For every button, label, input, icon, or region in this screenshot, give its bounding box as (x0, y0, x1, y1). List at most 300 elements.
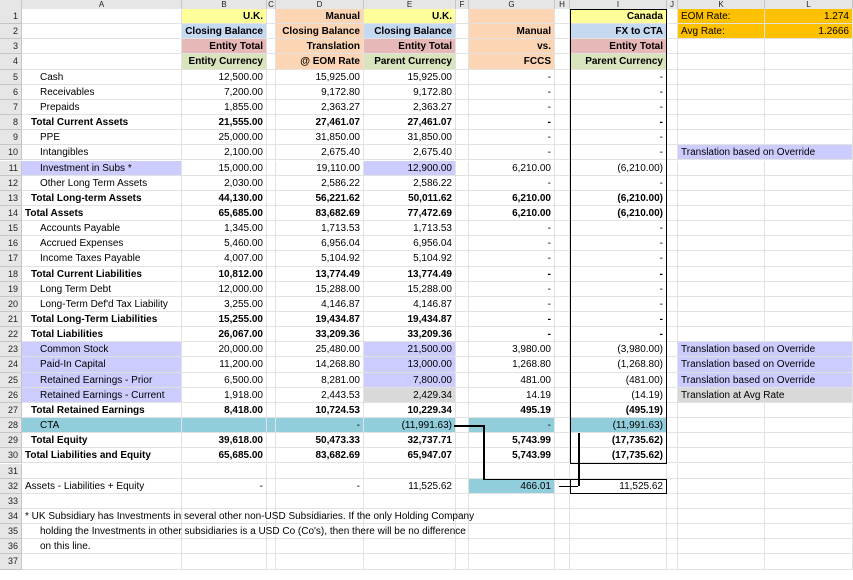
cell-i3[interactable]: Entity Total (570, 39, 667, 54)
cell-a26[interactable]: Retained Earnings - Current (22, 388, 182, 403)
grid-cell[interactable] (678, 418, 765, 433)
column-header-a[interactable]: A (22, 0, 182, 9)
grid-cell[interactable] (456, 297, 469, 312)
cell-d28[interactable]: - (276, 418, 364, 433)
grid-cell[interactable] (765, 236, 853, 251)
grid-cell[interactable] (267, 176, 276, 191)
cell-d17[interactable]: 5,104.92 (276, 251, 364, 266)
row-header[interactable]: 26 (0, 388, 22, 403)
grid-cell[interactable] (267, 479, 276, 494)
grid-cell[interactable] (456, 554, 469, 569)
cell-g26[interactable]: 14.19 (469, 388, 555, 403)
grid-cell[interactable] (765, 176, 853, 191)
grid-cell[interactable] (456, 282, 469, 297)
row-header[interactable]: 31 (0, 464, 22, 479)
cell-g27[interactable]: 495.19 (469, 403, 555, 418)
grid-cell[interactable] (456, 267, 469, 282)
grid-cell[interactable] (267, 70, 276, 85)
column-header-e[interactable]: E (364, 0, 456, 9)
cell-e15[interactable]: 1,713.53 (364, 221, 456, 236)
grid-cell[interactable] (555, 494, 570, 509)
grid-cell[interactable] (667, 388, 678, 403)
cell-b10[interactable]: 2,100.00 (182, 145, 267, 160)
grid-cell[interactable] (678, 312, 765, 327)
grid-cell[interactable] (678, 191, 765, 206)
grid-cell[interactable] (678, 433, 765, 448)
select-all-corner[interactable] (0, 0, 22, 9)
grid-cell[interactable] (765, 312, 853, 327)
grid-cell[interactable] (678, 176, 765, 191)
grid-cell[interactable] (456, 327, 469, 342)
grid-cell[interactable] (267, 251, 276, 266)
cell-e12[interactable]: 2,586.22 (364, 176, 456, 191)
grid-cell[interactable] (555, 39, 570, 54)
grid-cell[interactable] (456, 342, 469, 357)
cell-a16[interactable]: Accrued Expenses (22, 236, 182, 251)
cell-a13[interactable]: Total Long-term Assets (22, 191, 182, 206)
row-header[interactable]: 4 (0, 54, 22, 69)
cell-e32[interactable]: 11,525.62 (364, 479, 456, 494)
grid-cell[interactable] (182, 554, 267, 569)
cell-b29[interactable]: 39,618.00 (182, 433, 267, 448)
cell-d14[interactable]: 83,682.69 (276, 206, 364, 221)
grid-cell[interactable] (456, 388, 469, 403)
grid-cell[interactable] (456, 70, 469, 85)
cell-e9[interactable]: 31,850.00 (364, 130, 456, 145)
grid-cell[interactable] (267, 39, 276, 54)
grid-cell[interactable] (456, 357, 469, 372)
cell-i8[interactable]: - (570, 115, 667, 130)
cell-b30[interactable]: 65,685.00 (182, 448, 267, 463)
grid-cell[interactable] (267, 85, 276, 100)
cell-g19[interactable]: - (469, 282, 555, 297)
grid-cell[interactable] (678, 221, 765, 236)
grid-cell[interactable] (456, 191, 469, 206)
grid-cell[interactable] (555, 206, 570, 221)
cell-g2[interactable]: Manual (469, 24, 555, 39)
cell-b18[interactable]: 10,812.00 (182, 267, 267, 282)
cell-i14[interactable]: (6,210.00) (570, 206, 667, 221)
cell-i18[interactable]: - (570, 267, 667, 282)
grid-cell[interactable] (555, 433, 570, 448)
grid-cell[interactable] (667, 161, 678, 176)
cell-g15[interactable]: - (469, 221, 555, 236)
cell-b12[interactable]: 2,030.00 (182, 176, 267, 191)
cell-b31[interactable] (182, 464, 267, 479)
row-header[interactable]: 3 (0, 39, 22, 54)
cell-d30[interactable]: 83,682.69 (276, 448, 364, 463)
grid-cell[interactable] (267, 403, 276, 418)
grid-cell[interactable] (678, 267, 765, 282)
grid-cell[interactable] (678, 403, 765, 418)
grid-cell[interactable] (667, 221, 678, 236)
grid-cell[interactable] (456, 464, 469, 479)
cell-a10[interactable]: Intangibles (22, 145, 182, 160)
cell-b5[interactable]: 12,500.00 (182, 70, 267, 85)
cell-d9[interactable]: 31,850.00 (276, 130, 364, 145)
cell-i9[interactable]: - (570, 130, 667, 145)
grid-cell[interactable] (267, 221, 276, 236)
cell-k25[interactable]: Translation based on Override (678, 373, 853, 388)
cell-g24[interactable]: 1,268.80 (469, 357, 555, 372)
row-header[interactable]: 15 (0, 221, 22, 236)
cell-k1[interactable]: EOM Rate: (678, 9, 765, 24)
cell-i4[interactable]: Parent Currency (570, 54, 667, 69)
cell-i16[interactable]: - (570, 236, 667, 251)
cell-e31[interactable] (364, 464, 456, 479)
grid-cell[interactable] (456, 206, 469, 221)
grid-cell[interactable] (667, 70, 678, 85)
grid-cell[interactable] (267, 388, 276, 403)
row-header[interactable]: 21 (0, 312, 22, 327)
grid-cell[interactable] (555, 161, 570, 176)
grid-cell[interactable] (765, 509, 853, 524)
cell-g32[interactable]: 466.01 (469, 479, 555, 494)
cell-i28[interactable]: (11,991.63) (570, 418, 667, 433)
cell-a17[interactable]: Income Taxes Payable (22, 251, 182, 266)
cell-b24[interactable]: 11,200.00 (182, 357, 267, 372)
column-header-b[interactable]: B (182, 0, 267, 9)
grid-cell[interactable] (667, 130, 678, 145)
grid-cell[interactable] (765, 161, 853, 176)
grid-cell[interactable] (765, 267, 853, 282)
grid-cell[interactable] (22, 24, 182, 39)
cell-g6[interactable]: - (469, 85, 555, 100)
grid-cell[interactable] (456, 479, 469, 494)
grid-cell[interactable] (456, 161, 469, 176)
cell-b22[interactable]: 26,067.00 (182, 327, 267, 342)
grid-cell[interactable] (667, 509, 678, 524)
row-header[interactable]: 11 (0, 161, 22, 176)
cell-e24[interactable]: 13,000.00 (364, 357, 456, 372)
row-header[interactable]: 37 (0, 554, 22, 569)
column-header-d[interactable]: D (276, 0, 364, 9)
cell-b21[interactable]: 15,255.00 (182, 312, 267, 327)
cell-b4[interactable]: Entity Currency (182, 54, 267, 69)
grid-cell[interactable] (267, 448, 276, 463)
cell-d27[interactable]: 10,724.53 (276, 403, 364, 418)
grid-cell[interactable] (667, 297, 678, 312)
row-header[interactable]: 32 (0, 479, 22, 494)
grid-cell[interactable] (456, 85, 469, 100)
grid-cell[interactable] (667, 448, 678, 463)
cell-d20[interactable]: 4,146.87 (276, 297, 364, 312)
grid-cell[interactable] (667, 373, 678, 388)
cell-i7[interactable]: - (570, 100, 667, 115)
cell-d26[interactable]: 2,443.53 (276, 388, 364, 403)
row-header[interactable]: 20 (0, 297, 22, 312)
grid-cell[interactable] (267, 327, 276, 342)
grid-cell[interactable] (667, 494, 678, 509)
cell-g20[interactable]: - (469, 297, 555, 312)
cell-d8[interactable]: 27,461.07 (276, 115, 364, 130)
grid-cell[interactable] (765, 282, 853, 297)
grid-cell[interactable] (667, 24, 678, 39)
grid-cell[interactable] (182, 539, 267, 554)
grid-cell[interactable] (267, 342, 276, 357)
cell-b6[interactable]: 7,200.00 (182, 85, 267, 100)
cell-e2[interactable]: Closing Balance (364, 24, 456, 39)
cell-d23[interactable]: 25,480.00 (276, 342, 364, 357)
grid-cell[interactable] (667, 267, 678, 282)
cell-b17[interactable]: 4,007.00 (182, 251, 267, 266)
cell-k23[interactable]: Translation based on Override (678, 342, 853, 357)
grid-cell[interactable] (667, 39, 678, 54)
cell-e25[interactable]: 7,800.00 (364, 373, 456, 388)
grid-cell[interactable] (667, 403, 678, 418)
cell-i31[interactable] (570, 464, 667, 479)
grid-cell[interactable] (267, 191, 276, 206)
grid-cell[interactable] (456, 39, 469, 54)
cell-a19[interactable]: Long Term Debt (22, 282, 182, 297)
cell-a22[interactable]: Total Liabilities (22, 327, 182, 342)
row-header[interactable]: 16 (0, 236, 22, 251)
cell-l2[interactable]: 1.2666 (765, 24, 853, 39)
cell-k10[interactable]: Translation based on Override (678, 145, 853, 160)
grid-cell[interactable] (22, 39, 182, 54)
grid-cell[interactable] (267, 130, 276, 145)
cell-i11[interactable]: (6,210.00) (570, 161, 667, 176)
grid-cell[interactable] (267, 297, 276, 312)
column-header-i[interactable]: I (570, 0, 667, 9)
grid-cell[interactable] (555, 448, 570, 463)
grid-cell[interactable] (667, 236, 678, 251)
cell-i24[interactable]: (1,268.80) (570, 357, 667, 372)
grid-cell[interactable] (456, 433, 469, 448)
grid-cell[interactable] (456, 130, 469, 145)
cell-i12[interactable]: - (570, 176, 667, 191)
grid-cell[interactable] (765, 539, 853, 554)
grid-cell[interactable] (765, 100, 853, 115)
cell-i27[interactable]: (495.19) (570, 403, 667, 418)
cell-g22[interactable]: - (469, 327, 555, 342)
cell-a12[interactable]: Other Long Term Assets (22, 176, 182, 191)
grid-cell[interactable] (765, 479, 853, 494)
grid-cell[interactable] (267, 161, 276, 176)
grid-cell[interactable] (667, 282, 678, 297)
column-header-f[interactable]: F (456, 0, 469, 9)
grid-cell[interactable] (456, 448, 469, 463)
cell-e22[interactable]: 33,209.36 (364, 327, 456, 342)
grid-cell[interactable] (765, 448, 853, 463)
cell-g4[interactable]: FCCS (469, 54, 555, 69)
grid-cell[interactable] (765, 403, 853, 418)
cell-i15[interactable]: - (570, 221, 667, 236)
cell-a5[interactable]: Cash (22, 70, 182, 85)
grid-cell[interactable] (667, 357, 678, 372)
grid-cell[interactable] (678, 54, 765, 69)
cell-d24[interactable]: 14,268.80 (276, 357, 364, 372)
cell-l1[interactable]: 1.274 (765, 9, 853, 24)
grid-cell[interactable] (555, 342, 570, 357)
grid-cell[interactable] (765, 554, 853, 569)
grid-cell[interactable] (456, 373, 469, 388)
cell-e19[interactable]: 15,288.00 (364, 282, 456, 297)
cell-g1[interactable] (469, 9, 555, 24)
grid-cell[interactable] (456, 539, 469, 554)
grid-cell[interactable] (267, 373, 276, 388)
cell-i22[interactable]: - (570, 327, 667, 342)
grid-cell[interactable] (765, 433, 853, 448)
cell-e27[interactable]: 10,229.34 (364, 403, 456, 418)
cell-a21[interactable]: Total Long-Term Liabilities (22, 312, 182, 327)
cell-b25[interactable]: 6,500.00 (182, 373, 267, 388)
grid-cell[interactable] (555, 130, 570, 145)
cell-b8[interactable]: 21,555.00 (182, 115, 267, 130)
cell-a31[interactable] (22, 464, 182, 479)
grid-cell[interactable] (276, 539, 364, 554)
grid-cell[interactable] (765, 115, 853, 130)
grid-cell[interactable] (678, 494, 765, 509)
cell-d3[interactable]: Translation (276, 39, 364, 54)
grid-cell[interactable] (667, 206, 678, 221)
row-header[interactable]: 14 (0, 206, 22, 221)
grid-cell[interactable] (456, 100, 469, 115)
grid-cell[interactable] (765, 418, 853, 433)
cell-e7[interactable]: 2,363.27 (364, 100, 456, 115)
grid-cell[interactable] (678, 39, 765, 54)
grid-cell[interactable] (678, 479, 765, 494)
grid-cell[interactable] (667, 342, 678, 357)
cell-g14[interactable]: 6,210.00 (469, 206, 555, 221)
cell-k24[interactable]: Translation based on Override (678, 357, 853, 372)
cell-d31[interactable] (276, 464, 364, 479)
grid-cell[interactable] (276, 494, 364, 509)
row-header[interactable]: 1 (0, 9, 22, 24)
grid-cell[interactable] (555, 524, 570, 539)
grid-cell[interactable] (765, 524, 853, 539)
grid-cell[interactable] (667, 145, 678, 160)
grid-cell[interactable] (570, 554, 667, 569)
grid-cell[interactable] (555, 24, 570, 39)
grid-cell[interactable] (667, 100, 678, 115)
cell-e11[interactable]: 12,900.00 (364, 161, 456, 176)
cell-a24[interactable]: Paid-In Capital (22, 357, 182, 372)
cell-a20[interactable]: Long-Term Def'd Tax Liability (22, 297, 182, 312)
cell-d15[interactable]: 1,713.53 (276, 221, 364, 236)
grid-cell[interactable] (555, 403, 570, 418)
grid-cell[interactable] (678, 327, 765, 342)
cell-d7[interactable]: 2,363.27 (276, 100, 364, 115)
cell-i25[interactable]: (481.00) (570, 373, 667, 388)
row-header[interactable]: 7 (0, 100, 22, 115)
cell-i29[interactable]: (17,735.62) (570, 433, 667, 448)
cell-e6[interactable]: 9,172.80 (364, 85, 456, 100)
grid-cell[interactable] (267, 433, 276, 448)
grid-cell[interactable] (469, 539, 555, 554)
grid-cell[interactable] (555, 85, 570, 100)
row-header[interactable]: 12 (0, 176, 22, 191)
grid-cell[interactable] (667, 85, 678, 100)
cell-b3[interactable]: Entity Total (182, 39, 267, 54)
cell-d19[interactable]: 15,288.00 (276, 282, 364, 297)
cell-e30[interactable]: 65,947.07 (364, 448, 456, 463)
grid-cell[interactable] (555, 176, 570, 191)
grid-cell[interactable] (555, 539, 570, 554)
cell-d25[interactable]: 8,281.00 (276, 373, 364, 388)
cell-i32[interactable]: 11,525.62 (570, 479, 667, 494)
cell-g7[interactable]: - (469, 100, 555, 115)
cell-e8[interactable]: 27,461.07 (364, 115, 456, 130)
column-header-g[interactable]: G (469, 0, 555, 9)
cell-d2[interactable]: Closing Balance (276, 24, 364, 39)
grid-cell[interactable] (570, 509, 667, 524)
grid-cell[interactable] (570, 524, 667, 539)
cell-e23[interactable]: 21,500.00 (364, 342, 456, 357)
row-header[interactable]: 33 (0, 494, 22, 509)
cell-d5[interactable]: 15,925.00 (276, 70, 364, 85)
grid-cell[interactable] (765, 297, 853, 312)
grid-cell[interactable] (667, 176, 678, 191)
grid-cell[interactable] (765, 206, 853, 221)
cell-e18[interactable]: 13,774.49 (364, 267, 456, 282)
grid-cell[interactable] (456, 145, 469, 160)
cell-b23[interactable]: 20,000.00 (182, 342, 267, 357)
grid-cell[interactable] (678, 539, 765, 554)
grid-cell[interactable] (469, 524, 555, 539)
cell-b2[interactable]: Closing Balance (182, 24, 267, 39)
column-header-j[interactable]: J (667, 0, 678, 9)
grid-cell[interactable] (555, 236, 570, 251)
grid-cell[interactable] (267, 9, 276, 24)
grid-cell[interactable] (667, 54, 678, 69)
cell-g3[interactable]: vs. (469, 39, 555, 54)
grid-cell[interactable] (267, 554, 276, 569)
cell-a11[interactable]: Investment in Subs * (22, 161, 182, 176)
cell-e17[interactable]: 5,104.92 (364, 251, 456, 266)
cell-a9[interactable]: PPE (22, 130, 182, 145)
grid-cell[interactable] (267, 24, 276, 39)
cell-g30[interactable]: 5,743.99 (469, 448, 555, 463)
cell-a25[interactable]: Retained Earnings - Prior (22, 373, 182, 388)
grid-cell[interactable] (555, 327, 570, 342)
grid-cell[interactable] (667, 312, 678, 327)
cell-b11[interactable]: 15,000.00 (182, 161, 267, 176)
row-header[interactable]: 29 (0, 433, 22, 448)
cell-a29[interactable]: Total Equity (22, 433, 182, 448)
grid-cell[interactable] (678, 554, 765, 569)
grid-cell[interactable] (678, 130, 765, 145)
cell-b27[interactable]: 8,418.00 (182, 403, 267, 418)
grid-cell[interactable] (678, 509, 765, 524)
cell-d32[interactable]: - (276, 479, 364, 494)
cell-g5[interactable]: - (469, 70, 555, 85)
cell-b7[interactable]: 1,855.00 (182, 100, 267, 115)
grid-cell[interactable] (678, 524, 765, 539)
grid-cell[interactable] (267, 539, 276, 554)
grid-cell[interactable] (267, 282, 276, 297)
grid-cell[interactable] (267, 357, 276, 372)
grid-cell[interactable] (555, 418, 570, 433)
cell-b15[interactable]: 1,345.00 (182, 221, 267, 236)
grid-cell[interactable] (678, 85, 765, 100)
grid-cell[interactable] (22, 554, 182, 569)
cell-i19[interactable]: - (570, 282, 667, 297)
row-header[interactable]: 6 (0, 85, 22, 100)
grid-cell[interactable] (364, 494, 456, 509)
grid-cell[interactable] (555, 554, 570, 569)
grid-cell[interactable] (267, 206, 276, 221)
grid-cell[interactable] (555, 251, 570, 266)
grid-cell[interactable] (555, 388, 570, 403)
grid-cell[interactable] (570, 494, 667, 509)
grid-cell[interactable] (276, 554, 364, 569)
grid-cell[interactable] (469, 509, 555, 524)
cell-a23[interactable]: Common Stock (22, 342, 182, 357)
grid-cell[interactable] (765, 70, 853, 85)
cell-b13[interactable]: 44,130.00 (182, 191, 267, 206)
cell-d6[interactable]: 9,172.80 (276, 85, 364, 100)
